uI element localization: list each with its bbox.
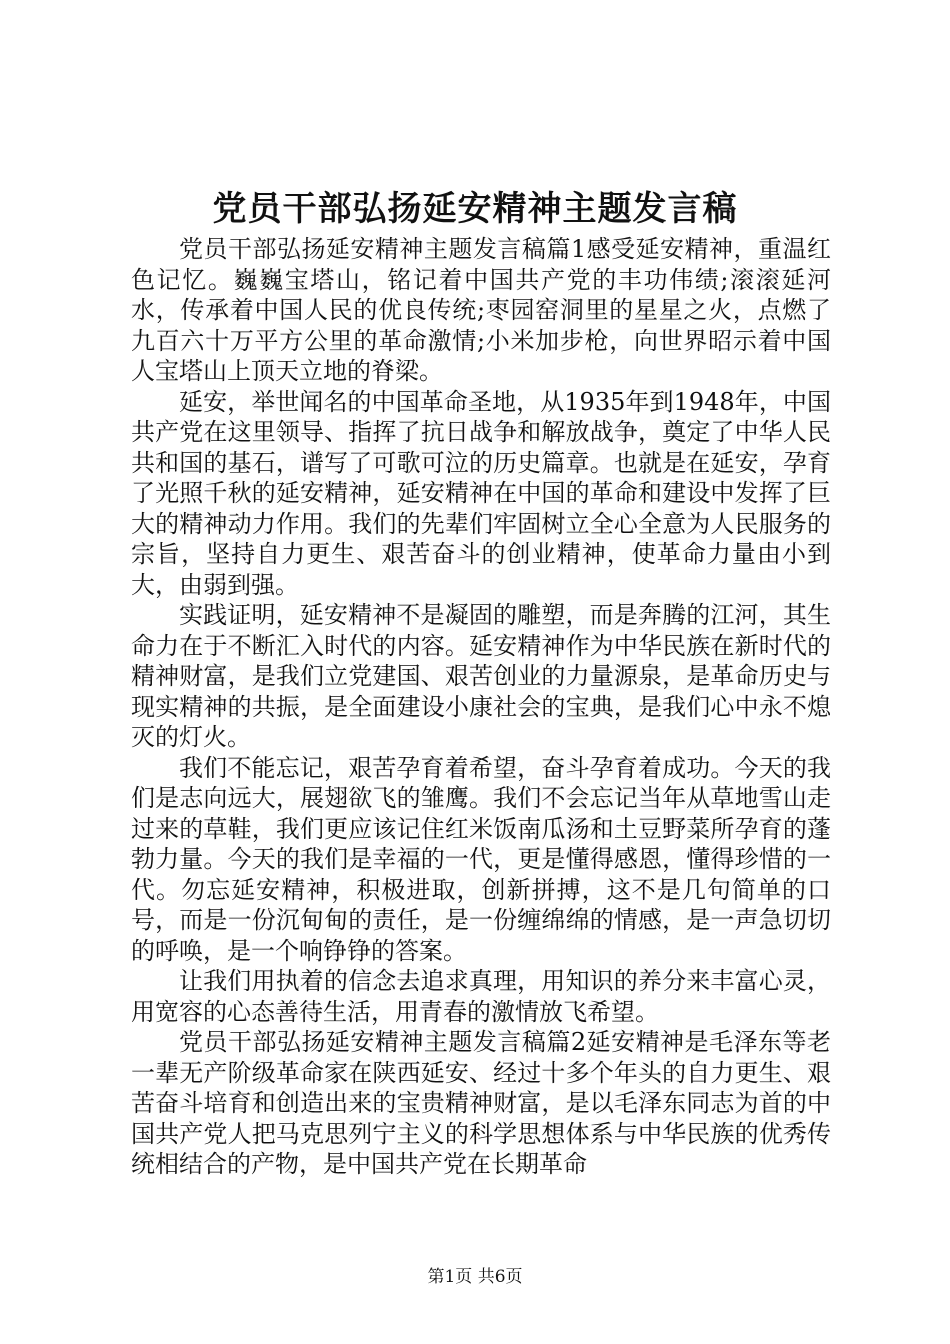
paragraph: 实践证明，延安精神不是凝固的雕塑，而是奔腾的江河，其生命力在于不断汇入时代的内容。延安精神作为中华民族在新时代的精神财富，是我们立党建国、艰苦创业的力量源泉，是革命历史与现实精神的共振，是全面建设小康社会的宝典，是我们心中永不熄灭的灯火。 xyxy=(131,601,831,751)
paragraph: 党员干部弘扬延安精神主题发言稿篇2延安精神是毛泽东等老一辈无产阶级革命家在陕西延安、经过十多个年头的自力更生、艰苦奋斗培育和创造出来的宝贵精神财富，是以毛泽东同志为首的中国共产党人把马克思列宁主义的科学思想体系与中华民族的优秀传统相结合的产物，是中国共产党在长期革命 xyxy=(131,1028,831,1178)
document-body xyxy=(131,234,831,1180)
paragraph: 延安，举世闻名的中国革命圣地，从1935年到1948年，中国共产党在这里领导、指挥了抗日战争和解放战争，奠定了中华人民共和国的基石，谱写了可歌可泣的历史篇章。也就是在延安，孕育了光照千秋的延安精神，延安精神在中国的革命和建设中发挥了巨大的精神动力作用。我们的先辈们牢固树立全心全意为人民服务的宗旨，坚持自力更生、艰苦奋斗的创业精神，使革命力量由小到大，由弱到强。 xyxy=(131,387,831,599)
paragraph: 让我们用执着的信念去追求真理，用知识的养分来丰富心灵，用宽容的心态善待生活，用青春的激情放飞希望。 xyxy=(131,967,831,1026)
paragraph: 我们不能忘记，艰苦孕育着希望，奋斗孕育着成功。今天的我们是志向远大，展翅欲飞的雏鹰。我们不会忘记当年从草地雪山走过来的草鞋，我们更应该记住红米饭南瓜汤和土豆野菜所孕育的蓬勃力量。今天的我们是幸福的一代，更是懂得感恩，懂得珍惜的一代。勿忘延安精神，积极进取，创新拼搏，这不是几句简单的口号，而是一份沉甸甸的责任，是一份缠绵绵的情感，是一声急切切的呼唤，是一个响铮铮的答案。 xyxy=(131,753,831,965)
page-number-footer: 第1页 共6页 xyxy=(427,1267,523,1287)
paragraph: 党员干部弘扬延安精神主题发言稿篇1感受延安精神，重温红色记忆。巍巍宝塔山，铭记着中国共产党的丰功伟绩;滚滚延河水，传承着中国人民的优良传统;枣园窑洞里的星星之火，点燃了九百六十万平方公里的革命激情;小米加步枪，向世界昭示着中国人宝塔山上顶天立地的脊梁。 xyxy=(131,235,831,385)
document-title: 党员干部弘扬延安精神主题发言稿 xyxy=(212,189,738,229)
